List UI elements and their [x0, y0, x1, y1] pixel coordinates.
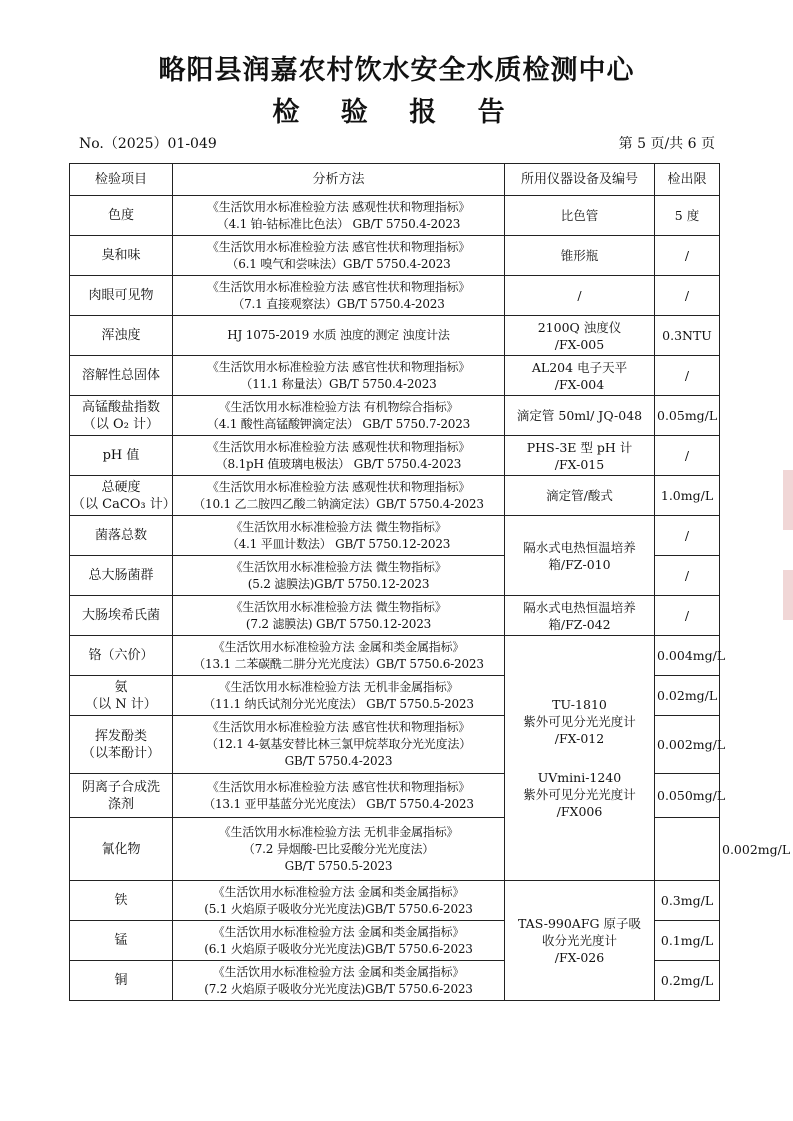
method-line: （4.1 铂-钴标准比色法） GB/T 5750.4-2023	[216, 216, 461, 231]
method-cell	[173, 636, 505, 676]
item-cell: 溶解性总固体	[70, 356, 173, 396]
instrument-cell: /	[505, 276, 655, 316]
item-cell	[70, 476, 176, 516]
method-cell	[173, 396, 505, 436]
method-line: (5.1 火焰原子吸收分光光度法)GB/T 5750.6-2023	[204, 901, 473, 916]
table-row	[70, 636, 720, 676]
method-line: 《生活饮用水标准检验方法 金属和类金属指标》	[212, 964, 465, 979]
instrument-cell-merged	[505, 636, 655, 881]
instrument-cell	[505, 356, 655, 396]
table-row	[70, 196, 720, 236]
method-line: 《生活饮用水标准检验方法 感官性状和物理指标》	[206, 359, 471, 374]
org-title: 略阳县润嘉农村饮水安全水质检测中心	[158, 55, 635, 86]
item-cell: pH 值	[70, 436, 173, 476]
method-line: 《生活饮用水标准检验方法 感官性状和物理指标》	[206, 779, 471, 794]
method-line: 《生活饮用水标准检验方法 感官性状和物理指标》	[206, 720, 471, 734]
method-line: （11.1 纳氏试剂分光光度法） GB/T 5750.5-2023	[203, 696, 474, 711]
limit-cell: /	[655, 276, 720, 316]
method-line: 《生活饮用水标准检验方法 微生物指标》	[230, 599, 447, 614]
method-line: 《生活饮用水标准检验方法 感观性状和物理指标》	[206, 199, 471, 214]
instrument-line: /FX-012	[554, 731, 605, 746]
limit-cell: 0.3mg/L	[655, 881, 720, 921]
table-row: 氰化物 《生活饮用水标准检验方法 无机非金属指标》 （7.2 异烟酸-巴比妥酸分光光度法） GB/T 5750.5-2023 0.002mg/L	[70, 818, 720, 881]
item-cell: 总大肠菌群	[70, 556, 173, 596]
limit-cell: 0.2mg/L	[655, 961, 720, 1001]
method-line: 《生活饮用水标准检验方法 有机物综合指标》	[218, 399, 459, 414]
item-cell: 浑浊度	[70, 316, 173, 356]
limit-cell: /	[655, 556, 720, 596]
instrument-line: /FX-015	[554, 456, 605, 472]
instrument-cell	[505, 316, 655, 356]
method-line: (6.1 火焰原子吸收分光光度法)GB/T 5750.6-2023	[204, 941, 473, 956]
inspection-table	[69, 163, 791, 1001]
method-line: 《生活饮用水标准检验方法 无机非金属指标》	[218, 679, 459, 694]
limit-cell: /	[655, 436, 720, 476]
method-line: （13.1 二苯碳酰二肼分光光度法）GB/T 5750.6-2023	[193, 656, 484, 671]
method-cell	[173, 961, 505, 1001]
method-line: HJ 1075-2019 水质 浊度的测定 浊度计法	[227, 328, 450, 342]
method-cell	[173, 676, 505, 716]
column-header: 所用仪器设备及编号	[505, 164, 655, 196]
table-row	[70, 276, 720, 316]
item-line: 总硬度	[101, 479, 141, 495]
limit-cell: /	[655, 516, 720, 556]
method-cell	[173, 516, 505, 556]
method-line: （13.1 亚甲基蓝分光光度法） GB/T 5750.4-2023	[203, 796, 474, 811]
instrument-line: AL204 电子天平	[531, 359, 628, 375]
method-line: （7.2 异烟酸-巴比妥酸分光光度法）	[242, 841, 435, 856]
instrument-line: TU-1810	[552, 697, 607, 712]
instrument-line: TAS-990AFG 原子吸	[518, 916, 641, 931]
limit-cell: /	[655, 236, 720, 276]
column-header: 检出限	[655, 164, 720, 196]
limit-cell: 0.002mg/L	[655, 716, 720, 774]
item-cell: 大肠埃希氏菌	[70, 596, 173, 636]
table-header-row	[70, 164, 720, 196]
instrument-line: 2100Q 浊度仪	[537, 319, 622, 335]
instrument-cell	[655, 818, 720, 881]
method-line: （12.1 4-氨基安替比林三氯甲烷萃取分光光度法）	[205, 737, 472, 751]
method-cell	[173, 316, 505, 356]
method-cell	[173, 236, 505, 276]
method-cell	[173, 716, 505, 774]
instrument-line: 紫外可见分光光度计	[523, 714, 636, 729]
instrument-cell: 锥形瓶	[505, 236, 655, 276]
item-cell	[70, 676, 173, 716]
column-header: 检验项目	[70, 164, 173, 196]
table-row	[70, 236, 720, 276]
method-cell	[173, 476, 505, 516]
instrument-cell	[505, 436, 655, 476]
instrument-line: 收分光光度计	[541, 933, 617, 948]
instrument-cell-merged	[505, 881, 655, 1001]
table-row	[70, 316, 720, 356]
item-cell: 锰	[70, 921, 173, 961]
spacer	[507, 747, 652, 769]
table-row	[70, 881, 720, 921]
item-line: （以 N 计）	[85, 696, 157, 712]
method-cell	[173, 774, 505, 818]
method-line: (7.2 滤膜法) GB/T 5750.12-2023	[245, 616, 432, 631]
table-row	[70, 596, 720, 636]
limit-cell: 0.02mg/L	[655, 676, 720, 716]
item-line: 涤剂	[107, 796, 134, 812]
instrument-cell	[505, 596, 655, 636]
method-cell	[173, 881, 505, 921]
document-number: No.（2025）01-049	[79, 136, 217, 152]
method-line: （6.1 嗅气和尝味法）GB/T 5750.4-2023	[226, 256, 451, 271]
instrument-line: 箱/FZ-010	[548, 556, 611, 572]
item-cell: 铁	[70, 881, 173, 921]
method-line: （4.1 平皿计数法） GB/T 5750.12-2023	[226, 536, 451, 551]
method-cell	[173, 356, 505, 396]
method-cell	[173, 196, 505, 236]
instrument-line: 隔水式电热恒温培养	[523, 539, 636, 555]
item-cell	[70, 716, 173, 774]
seal-stamp-edge	[783, 570, 793, 620]
instrument-line: 隔水式电热恒温培养	[523, 599, 636, 615]
table-row	[70, 356, 720, 396]
instrument-line: 紫外可见分光光度计	[523, 787, 636, 802]
method-line: (5.2 滤膜法)GB/T 5750.12-2023	[247, 576, 430, 591]
instrument-cell-merged	[505, 516, 655, 596]
item-cell	[70, 396, 173, 436]
item-cell: 菌落总数	[70, 516, 173, 556]
table-row	[70, 436, 720, 476]
method-line: （10.1 乙二胺四乙酸二钠滴定法）GB/T 5750.4-2023	[193, 496, 484, 511]
instrument-line: /FX006	[556, 804, 603, 819]
instrument-line: PHS-3E 型 pH 计	[526, 439, 633, 455]
limit-cell: 0.050mg/L	[655, 774, 720, 818]
page-number: 第 5 页/共 6 页	[618, 136, 715, 152]
instrument-line: /FX-004	[554, 376, 605, 392]
method-line: （8.1pH 值玻璃电极法） GB/T 5750.4-2023	[215, 456, 462, 471]
method-line: 《生活饮用水标准检验方法 金属和类金属指标》	[212, 884, 465, 899]
limit-cell: 5 度	[655, 196, 720, 236]
method-line: 《生活饮用水标准检验方法 感官性状和物理指标》	[206, 239, 471, 254]
method-cell	[173, 818, 505, 881]
instrument-line: /FX-005	[554, 336, 605, 352]
item-cell: 铜	[70, 961, 173, 1001]
method-line: （4.1 酸性高锰酸钾滴定法） GB/T 5750.7-2023	[206, 416, 471, 431]
column-header: 分析方法	[173, 164, 505, 196]
item-line: （以苯酚计）	[81, 745, 160, 761]
item-cell: 色度	[70, 196, 173, 236]
item-line: （以 O₂ 计）	[82, 416, 160, 432]
item-line: 阴离子合成洗	[81, 779, 160, 795]
table-row	[70, 516, 720, 556]
limit-cell: /	[655, 596, 720, 636]
item-cell: 肉眼可见物	[70, 276, 173, 316]
limit-cell: 0.3NTU	[655, 316, 720, 356]
method-cell	[173, 276, 505, 316]
table-row	[70, 476, 720, 516]
item-line: （以 CaCO₃ 计）	[72, 496, 176, 512]
instrument-line: UVmini-1240	[537, 770, 622, 785]
method-line: 《生活饮用水标准检验方法 金属和类金属指标》	[212, 924, 465, 939]
limit-cell: 0.05mg/L	[655, 396, 720, 436]
item-line: 氨	[114, 679, 128, 695]
item-line: 高锰酸盐指数	[81, 399, 160, 415]
method-line: 《生活饮用水标准检验方法 微生物指标》	[230, 559, 447, 574]
instrument-line: /FX-026	[554, 950, 605, 965]
method-cell	[173, 556, 505, 596]
method-line: 《生活饮用水标准检验方法 感观性状和物理指标》	[206, 479, 471, 494]
limit-cell: 0.1mg/L	[655, 921, 720, 961]
report-title: 检 验 报 告	[272, 97, 521, 128]
item-cell	[70, 774, 173, 818]
method-cell	[173, 596, 505, 636]
method-line: 《生活饮用水标准检验方法 无机非金属指标》	[218, 824, 459, 839]
method-line: (7.2 火焰原子吸收分光光度法)GB/T 5750.6-2023	[204, 981, 473, 996]
instrument-cell: 比色管	[505, 196, 655, 236]
limit-cell: 1.0mg/L	[655, 476, 720, 516]
method-line: （11.1 称量法）GB/T 5750.4-2023	[240, 376, 437, 391]
method-line: 《生活饮用水标准检验方法 感官性状和物理指标》	[206, 279, 471, 294]
method-line: 《生活饮用水标准检验方法 微生物指标》	[230, 519, 447, 534]
seal-stamp-edge	[783, 470, 793, 530]
item-cell: 铬（六价）	[70, 636, 173, 676]
method-line: （7.1 直接观察法）GB/T 5750.4-2023	[232, 296, 445, 311]
limit-cell: /	[655, 356, 720, 396]
item-line: 挥发酚类	[94, 728, 147, 744]
method-line: GB/T 5750.5-2023	[284, 858, 393, 873]
instrument-cell: 滴定管/酸式	[505, 476, 655, 516]
instrument-cell: 滴定管 50ml/ JQ-048	[505, 396, 655, 436]
method-line: GB/T 5750.4-2023	[284, 754, 393, 768]
item-cell: 氰化物	[70, 818, 173, 881]
limit-cell: 0.004mg/L	[655, 636, 720, 676]
method-cell	[173, 921, 505, 961]
method-line: 《生活饮用水标准检验方法 金属和类金属指标》	[212, 639, 465, 654]
method-line: 《生活饮用水标准检验方法 感观性状和物理指标》	[206, 439, 471, 454]
table-row	[70, 396, 720, 436]
instrument-line: 箱/FZ-042	[548, 616, 611, 632]
item-cell: 臭和味	[70, 236, 173, 276]
method-cell	[173, 436, 505, 476]
